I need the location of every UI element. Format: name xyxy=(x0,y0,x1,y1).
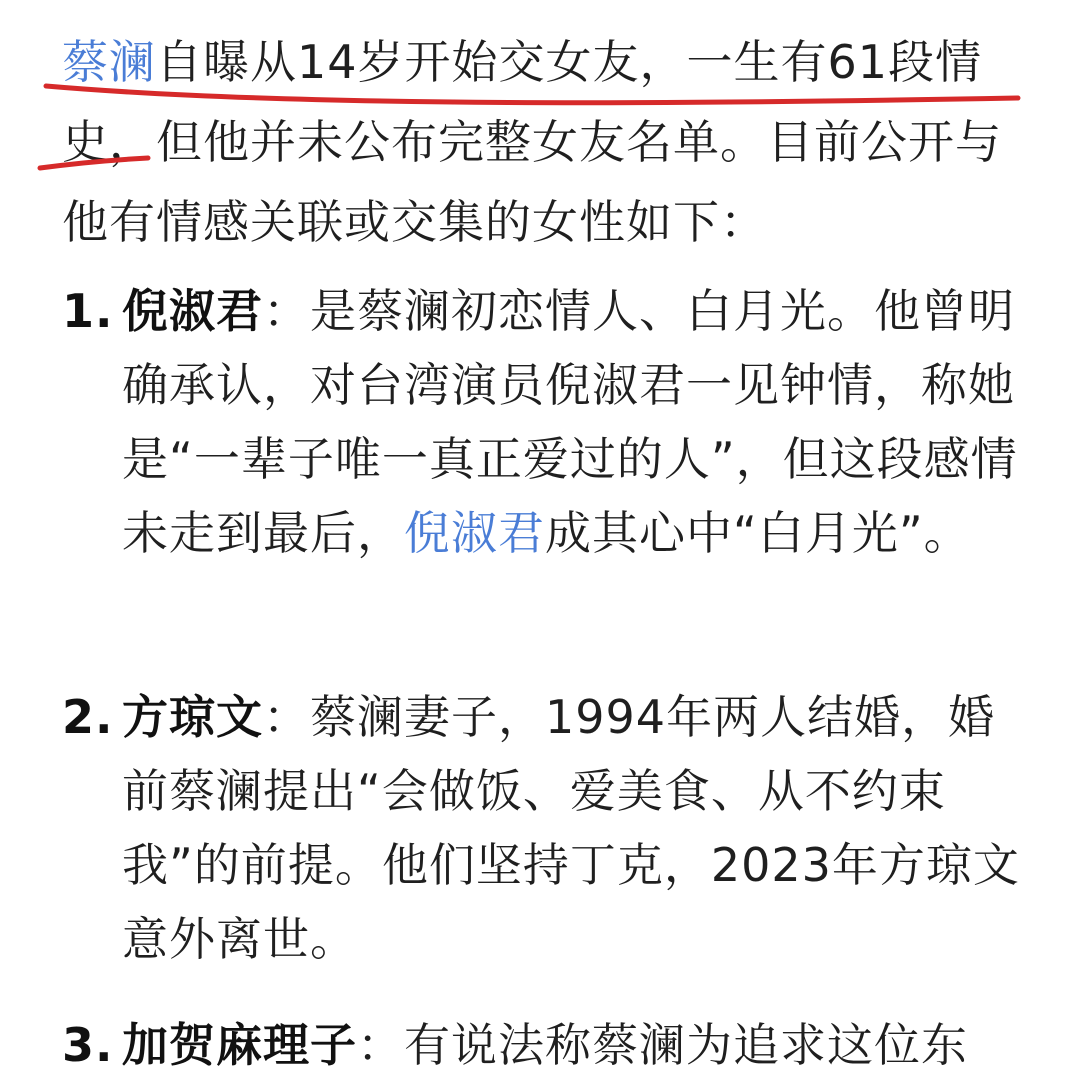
intro-person-link[interactable]: 蔡澜 xyxy=(62,35,156,89)
person-name: 加贺麻理子 xyxy=(122,1018,357,1072)
item-text: ：蔡澜妻子，1994年两人结婚，婚前蔡澜提出“会做饭、爱美食、从不约束我”的前提。他们坚持丁克，2023年方琼文意外离世。 xyxy=(122,690,1020,966)
intro-paragraph xyxy=(62,22,1027,262)
intro-text: 自曝从14岁开始交女友，一生有61段情史，但他并未公布完整女友名单。目前公开与他有情感关联或交集的女性如下： xyxy=(62,35,1002,249)
person-name: 倪淑君 xyxy=(122,284,263,338)
list-item-body xyxy=(122,680,1022,976)
list-item xyxy=(62,680,1022,976)
list-number: 2. xyxy=(62,690,114,744)
person-name: 方琼文 xyxy=(122,690,263,744)
item-text-after: 成其心中“白月光”。 xyxy=(545,506,971,560)
list-number: 3. xyxy=(62,1018,114,1072)
list-item xyxy=(62,274,1022,570)
item-text: ：是蔡澜初恋情人、白月光。他曾明确承认，对台湾演员倪淑君一见钟情，称她是“一辈子唯一真正爱过的人”，但这段感情未走到最后， xyxy=(122,284,1018,560)
list-item-body xyxy=(122,274,1022,570)
list-item-body xyxy=(122,1008,1022,1082)
item-text: ：有说法称蔡澜为追求这位东 xyxy=(357,1018,968,1072)
person-link[interactable]: 倪淑君 xyxy=(404,506,545,560)
list-number: 1. xyxy=(62,284,114,338)
list-item xyxy=(62,1008,1022,1082)
